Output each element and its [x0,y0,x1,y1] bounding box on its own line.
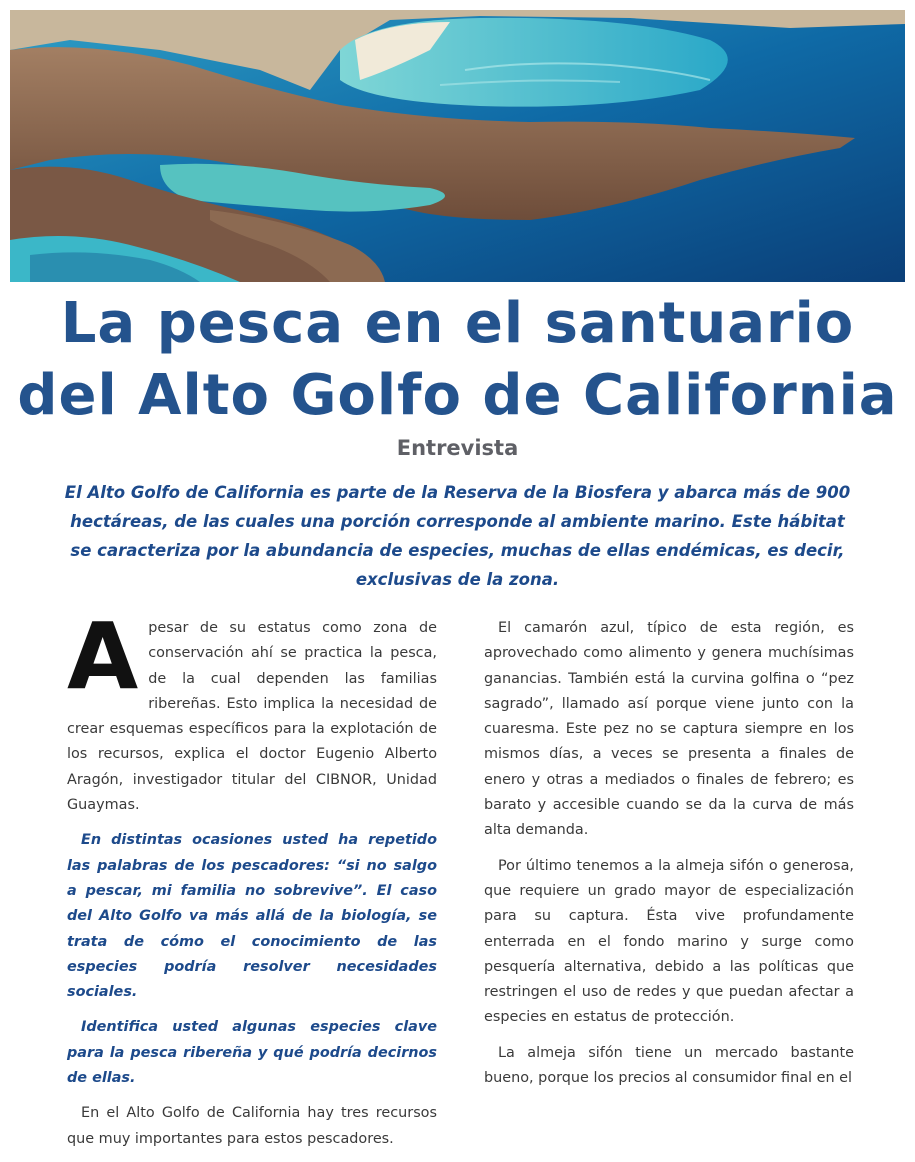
lead-paragraph: El Alto Golfo de California es parte de la Reserva de la Biosfera y abarca más de 900 hectáreas, de las cuales una porción corresponde al ambiente marino. Este hábitat se caracteriza por la abundancia de especies, muchas de ellas endémicas, es decir, exclusivas de la zona. [64,483,851,589]
hero-photo [10,10,905,282]
coastal-bay-aerial-photo [10,10,905,282]
right-column [484,616,854,1101]
body-paragraph-2: Por último tenemos a la almeja sifón o generosa, que requiere un grado mayor de especialización para su captura. Ésta vive profundamente enterrada en el fondo marino y surge como pesquería alternativa, debido a las políticas que restringen el uso de redes y que puedan afectar a especies en estatus de protección. [484,857,854,1026]
page-title-line-1: La pesca en el santuario [60,291,855,356]
section-kicker: Entrevista [396,436,519,460]
drop-cap: A [67,603,139,710]
interview-answer: En el Alto Golfo de California hay tres recursos que muy importantes para estos pescadores. [67,1105,437,1147]
intro-text: pesar de su estatus como zona de conservación ahí se practica la pesca, de la cual dependen las familias ribereñas. Esto implica la necesidad de crear esquemas específicos para la explotación de los recursos, explica el doctor Eugenio Alberto Aragón, investigador titular del CIBNOR, Unidad Guaymas. [67,620,437,814]
interview-question-1: En distintas ocasiones usted ha repetido las palabras de los pescadores: “si no salgo a pescar, mi familia no sobrevive”. El caso del Alto Golfo va más allá de la biología, se trata de cómo el conocimiento de las especies podría resolver necesidades sociales. [67,832,437,1001]
body-paragraph-1: El camarón azul, típico de esta región, es aprovechado como alimento y genera muchísimas ganancias. También está la curvina golfina o “pez sagrado”, llamado así porque viene junto con la cuaresma. Este pez no se captura siempre en los mismos días, a veces se presenta a finales de enero y otras a mediados o finales de febrero; es barato y accesible cuando se da la curva de más alta demanda. [484,620,854,839]
left-column [67,603,437,1162]
body-paragraph-3: La almeja sifón tiene un mercado bastante bueno, porque los precios al consumidor final en el [484,1044,854,1087]
interview-question-2: Identifica usted algunas especies clave para la pesca ribereña y qué podría decirnos de ellas. [67,1019,437,1087]
page-title-line-2: del Alto Golfo de California [17,363,898,428]
intro-paragraph [67,603,437,818]
